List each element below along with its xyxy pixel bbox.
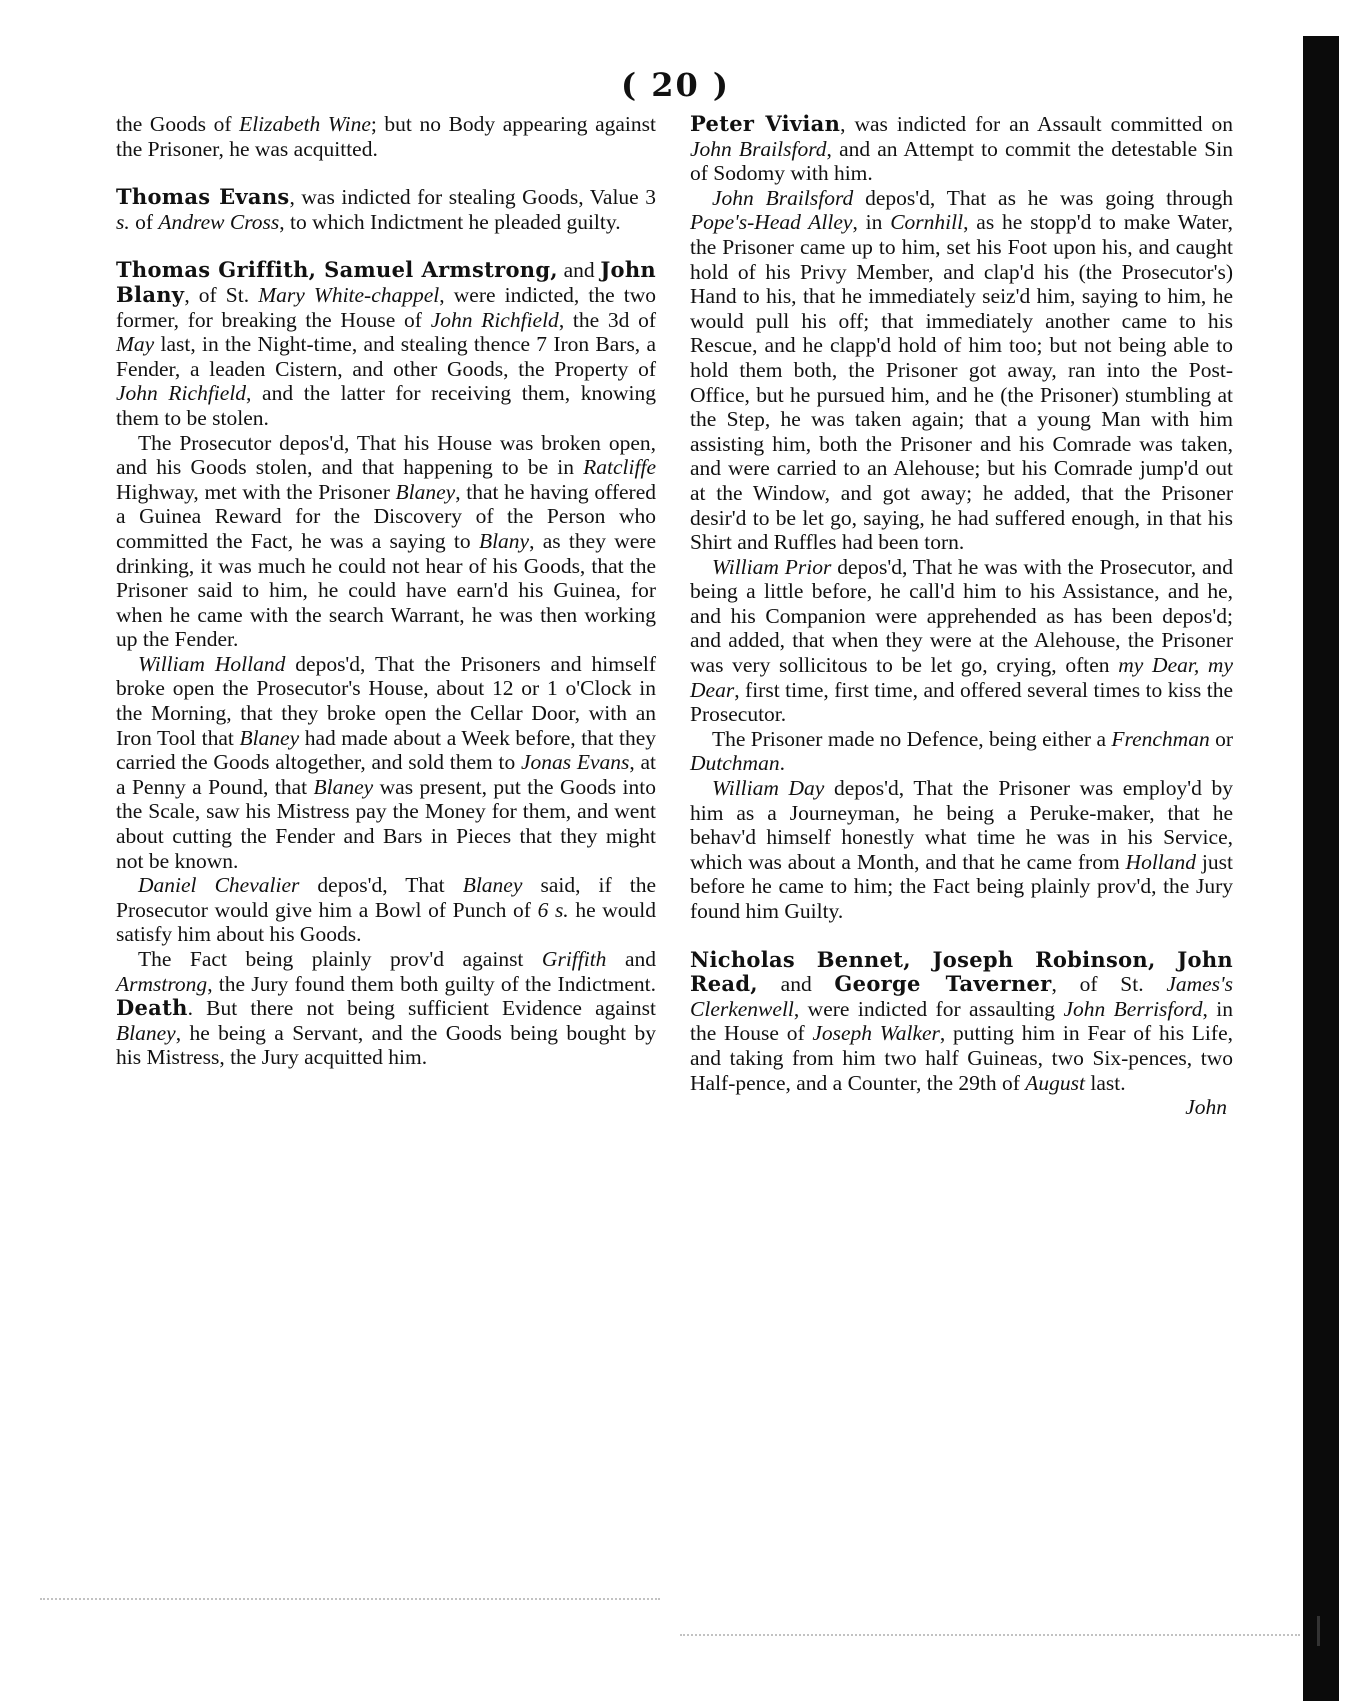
paragraph-prior-deposition: William Prior depos'd, That he was with the Prosecutor, and being a little before, he call'd him to his Assistance, and he, and his Companion were apprehended as has been depos'd; and added, that when they were at the Alehouse, the Prisoner was very sollicitous to be let go, crying, often my Dear, my Dear, first time, first time, and offered several times to kiss the Prosecutor. <box>690 554 1234 727</box>
left-column <box>116 112 656 1070</box>
page-number: ( 20 ) <box>620 66 731 104</box>
paragraph-no-defence: The Prisoner made no Defence, being either a Frenchman or Dutchman. <box>690 726 1234 776</box>
paragraph-wine-acquittal: the Goods of Elizabeth Wine; but no Body appearing against the Prisoner, he was acquitted. <box>116 112 656 161</box>
paragraph-chevalier-deposition: Daniel Chevalier depos'd, That Blaney said, if the Prosecutor would give him a Bowl of Punch of 6 s. he would satisfy him about his Goods. <box>116 873 656 947</box>
scan-edge-shadow <box>1303 36 1339 1701</box>
entry-thomas-evans: Thomas Evans, was indicted for stealing Goods, Value 3 s. of Andrew Cross, to which Indictment he pleaded guilty. <box>116 184 656 234</box>
scan-edge-mark <box>1317 1616 1320 1646</box>
sentence-death: Death <box>116 995 188 1021</box>
defendant-name: John Blany <box>116 257 656 307</box>
defendant-name: Thomas Evans <box>116 184 290 210</box>
paragraph-day-deposition: William Day depos'd, That the Prisoner was employ'd by him as a Journeyman, he being a Peruke-maker, that he behav'd himself honestly what time he was in his Service, which was about a Month, and that he came from Holland just before he came to him; the Fact being plainly prov'd, the Jury found him Guilty. <box>690 776 1233 923</box>
scan-noise <box>680 1634 1300 1637</box>
paragraph-verdict: The Fact being plainly prov'd against Griffith and Armstrong, the Jury found them both guilty of the Indictment. Death. But there not being sufficient Evidence against Blaney, he being a Servant, and the Goods being bought by his Mistress, the Jury acquitted him. <box>116 947 656 1070</box>
paragraph-holland-deposition: William Holland depos'd, That the Prisoners and himself broke open the Prosecutor's House, about 12 or 1 o'Clock in the Morning, that they broke open the Cellar Door, with an Iron Tool that Blaney had made about a Week before, that they carried the Goods altogether, and sold them to Jonas Evans, at a Penny a Pound, that Blaney was present, put the Goods into the Scale, saw his Mistress pay the Money for them, and went about cutting the Fender and Bars in Pieces that they might not be known. <box>116 651 657 873</box>
scan-noise <box>40 1598 660 1601</box>
entry-peter-vivian: Peter Vivian, was indicted for an Assault committed on John Brailsford, and an Attempt to commit the detestable Sin of Sodomy with him. <box>690 111 1233 186</box>
defendant-name: George Taverner <box>834 971 1052 997</box>
entry-bennet-robinson-read-taverner: Nicholas Bennet, Joseph Robinson, John Read, and George Taverner, of St. James's Clerkenwell, were indicted for assaulting John Berrisford, in the House of Joseph Walker, putting him in Fear of his Life, and taking from him two half Guineas, two Six-pences, two Half-pence, and a Counter, the 29th of August last. <box>690 946 1234 1095</box>
paragraph-brailsford-deposition: John Brailsford depos'd, That as he was going through Pope's-Head Alley, in Cornhill, as he stopp'd to make Water, the Prisoner came up to him, set his Foot upon his, and caught hold of his Privy Member, and clap'd his (the Prosecutor's) Hand to his, that he immediately seiz'd him, saying to him, he would pull his off; that immediately another came to his Rescue, and he clapp'd hold of him too; but not being able to hold them both, the Prisoner got away, ran into the Post-Office, but he pursued him, and he (the Prisoner) stumbling at the Step, he was taken again; that a young Man with him assisting him, both the Prisoner and his Comrade was taken, and were carried to an Alehouse; but his Comrade jump'd out at the Window, and got away; he added, that the Prisoner desir'd to be let go, saying, he had suffered enough, in that his Shirt and Ruffles had been torn. <box>690 185 1233 555</box>
catchword: John <box>1185 1095 1227 1120</box>
defendant-names: Thomas Griffith, Samuel Armstrong, <box>116 257 558 283</box>
defendant-name: Peter Vivian <box>690 111 841 136</box>
entry-griffith-armstrong-blany: Thomas Griffith, Samuel Armstrong, and John Blany, of St. Mary White-chappel, were indicted, the two former, for breaking the House of John Richfield, the 3d of May last, in the Night-time, and stealing thence 7 Iron Bars, a Fender, a leaden Cistern, and other Goods, the Property of John Richfield, and the latter for receiving them, knowing them to be stolen. <box>116 257 657 430</box>
right-column <box>690 112 1233 1120</box>
defendant-names: Nicholas Bennet, Joseph Robinson, John Read, <box>690 946 1233 997</box>
paragraph-prosecutor-deposition: The Prosecutor depos'd, That his House was broken open, and his Goods stolen, and that happening to be in Ratcliffe Highway, met with the Prisoner Blaney, that he having offered a Guinea Reward for the Discovery of the Person who committed the Fact, he was a saying to Blany, as they were drinking, it was much he could not hear of his Goods, that the Prisoner said to him, he could have earn'd his Guinea, for when he came with the search Warrant, he was then working up the Fender. <box>116 430 657 652</box>
